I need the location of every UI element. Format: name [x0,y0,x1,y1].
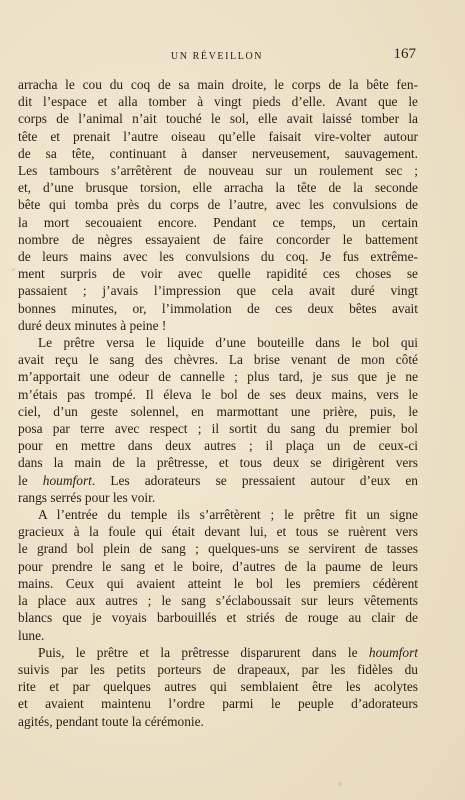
text-line: gracieux à la foule qui était devant lui, et tous se ruèrent vers [18,524,418,540]
text-line: m’apportait une odeur de cannelle ; plus tard, je sus que je ne [18,369,418,385]
text-line: avait reçu le sang des chèvres. La brise venant de mon côté [18,352,418,368]
text-line: de leurs mains avec les convulsions du coq. Je fus extrême- [18,249,418,265]
text-line: la mort secouaient encore. Pendant ce temps, un certain [18,214,418,230]
text-line: rangs serrés pour les voir. [18,489,156,505]
text-line: le houmfort. Les adorateurs se pressaient autour d’eux en [18,472,418,488]
italic-word: houmfort [42,472,92,488]
text-line: de sa tête, continuant à danser nerveusement, sauvagement. [18,145,418,161]
running-title: UN RÉVEILLON [170,51,264,62]
text-line: pour en mettre dans deux autres ; il plaça un de ceux-ci [18,438,418,454]
text-line: rite et par quelques autres qui semblaient être les acolytes [18,679,418,695]
text-line: dit l’espace et alla tomber à vingt pieds d’elle. Avant que le [18,94,418,110]
text-line: Puis, le prêtre et la prêtresse disparurent dans le houmfort [38,644,418,660]
text-line: tête et prenait l’autre oiseau qu’elle faisait vire-volter autour [18,128,418,144]
text-line: Les tambours s’arrêtèrent de nouveau sur un roulement sec ; [18,163,418,179]
paragraph [18,334,418,506]
text-line: pour prendre le sang et le boire, d’autres de la paume de leurs [18,558,418,574]
text-line: lune. [18,627,45,643]
page-number: 167 [393,46,416,62]
running-head [18,48,416,66]
paragraph [18,76,418,334]
paragraph [18,506,418,644]
text-line: ciel, d’un geste solennel, en marmottant une prière, puis, le [18,403,418,419]
text-line: blancs que je voyais barbouillés et striés de rouge au clair de [18,610,418,626]
text-line: la place aux autres ; le sang s’éclaboussait sur leurs vêtements [18,593,418,609]
text-line: arracha le cou du coq de sa main droite, le corps de la bête fen- [18,77,418,92]
text-line: et avaient maintenu l’ordre parmi le peuple d’adorateurs [18,696,418,712]
text-line: bonnes minutes, or, l’immolation de ces deux bêtes avait [18,300,418,316]
text-line: corps de l’animal n’ait touché le sol, elle avait laissé tomber la [18,111,418,127]
text-line: agités, pendant toute la cérémonie. [18,713,204,729]
text-line: A l’entrée du temple ils s’arrêtèrent ; le prêtre fit un signe [38,507,418,523]
italic-word: houmfort [368,644,418,660]
text-line: nombre de nègres essayaient de faire concorder le battement [18,231,418,247]
text-line: dans la main de la prêtresse, et tous deux se dirigèrent vers [18,455,418,471]
text-line: le grand bol plein de sang ; quelques-uns se servirent de tasses [18,541,418,557]
paragraph [18,644,418,730]
paper-stain [12,268,15,271]
text-line: posa par terre avec respect ; il sortit du sang du premier bol [18,421,418,437]
text-line: bête qui tomba près du corps de l’autre, avec les convulsions de [18,197,418,213]
text-line: duré deux minutes à peine ! [18,317,167,333]
text-line: Le prêtre versa le liquide d’une bouteille dans le bol qui [38,335,418,351]
body-text [18,76,418,730]
text-line: et, d’une brusque torsion, elle arracha la tête de la seconde [18,180,418,196]
text-line: ment surpris de voir avec quelle rapidité ces choses se [18,266,418,282]
paper-stain [338,782,342,786]
text-line: m’étais pas trompé. Il éleva le bol de ses deux mains, vers le [18,386,418,402]
text-line: mains. Ceux qui avaient atteint le bol les premiers cédèrent [18,575,418,591]
text-line: passaient ; j’avais l’impression que cela avait duré vingt [18,283,418,299]
text-line: suivis par les petits porteurs de drapeaux, par les fidèles du [18,661,418,677]
